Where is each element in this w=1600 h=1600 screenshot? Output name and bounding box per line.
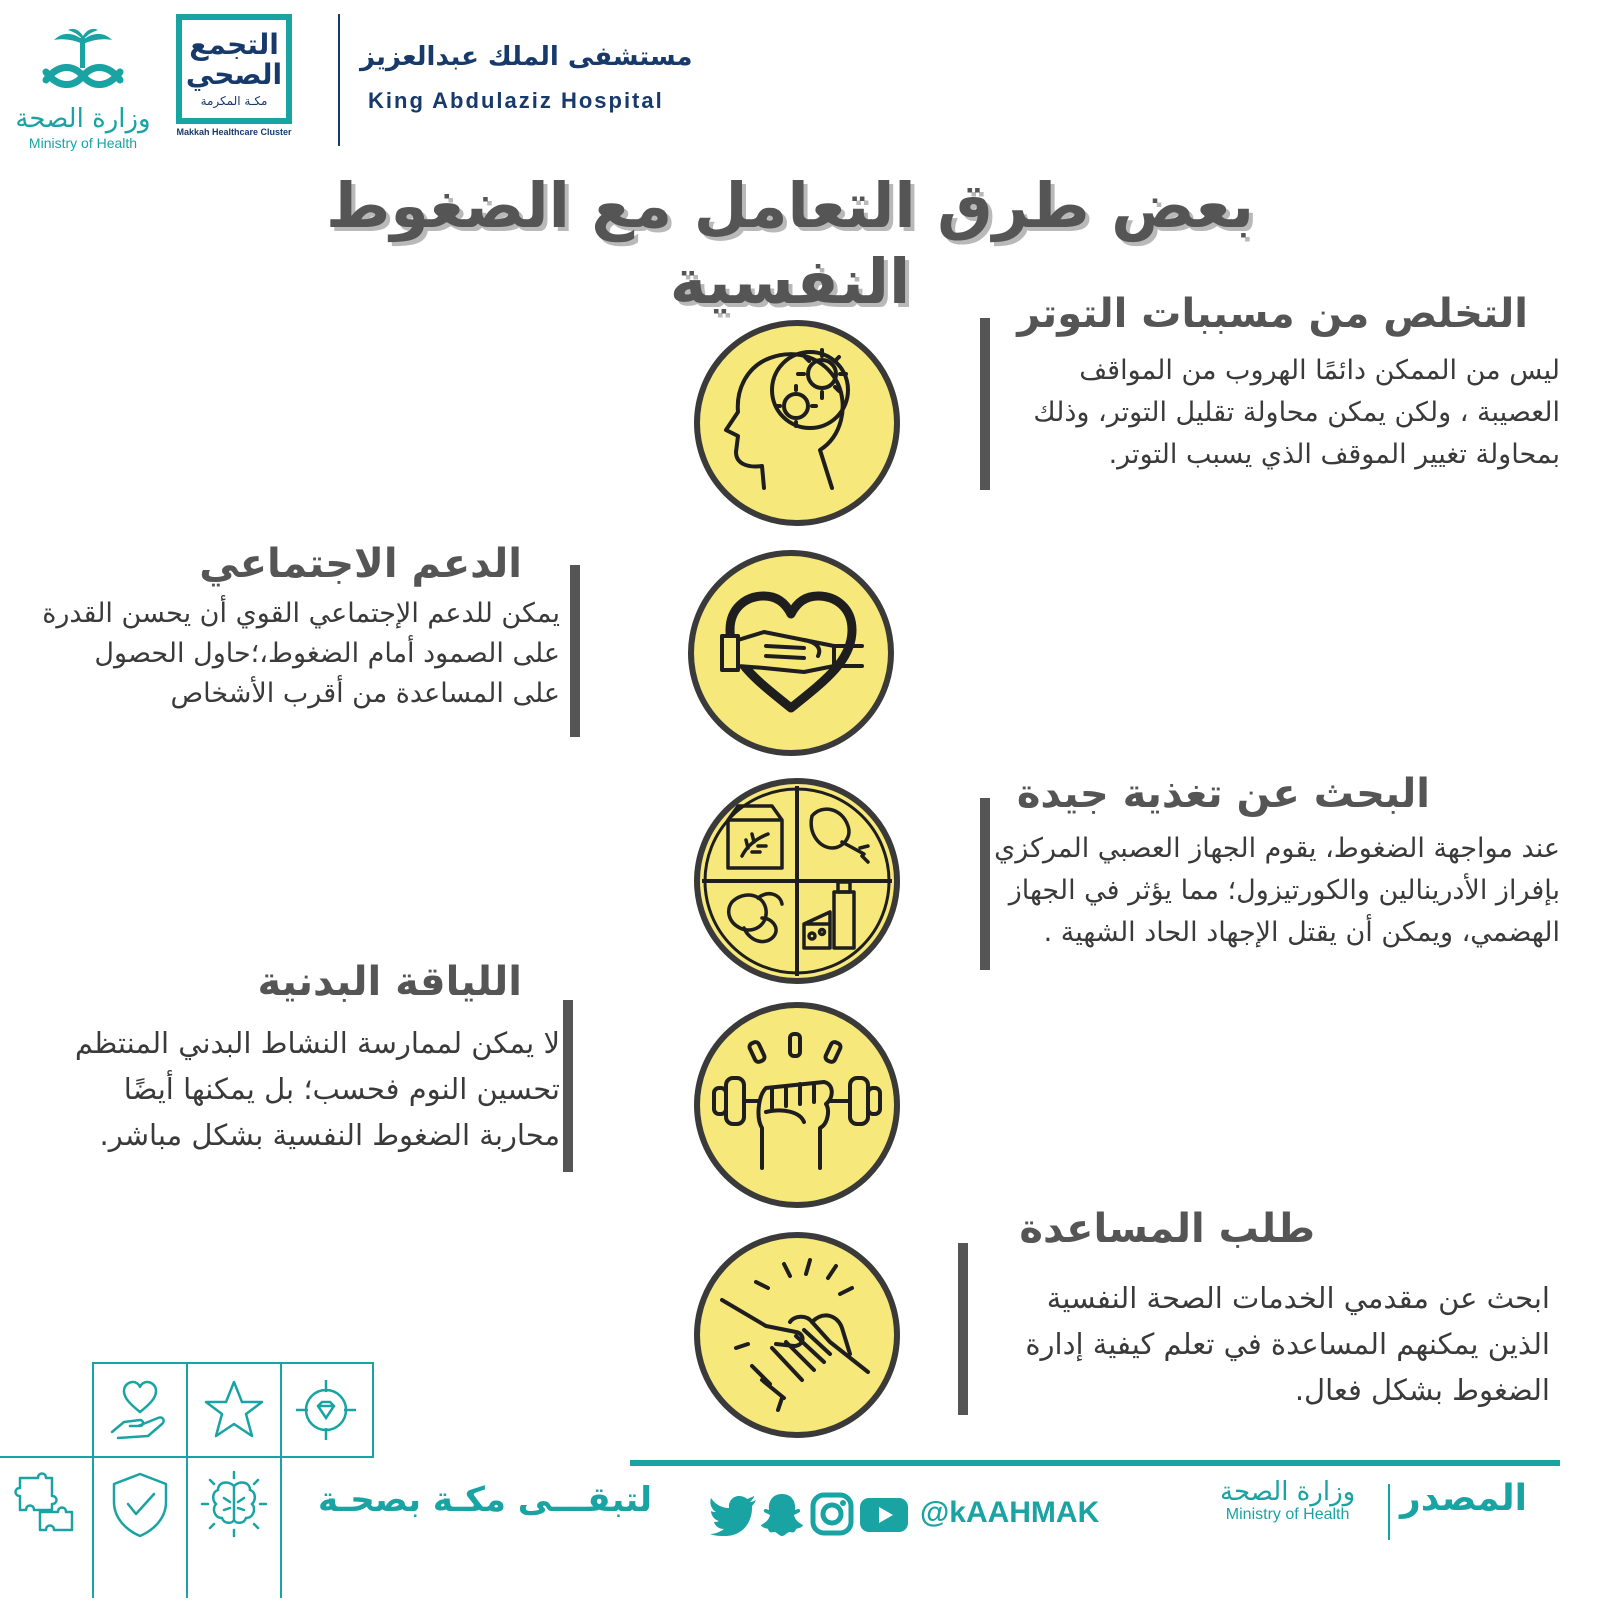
grid-line [372, 1362, 374, 1458]
section-bar [958, 1243, 968, 1415]
grid-line [280, 1362, 282, 1598]
grid-line [92, 1362, 374, 1364]
source-label: المصدر [1400, 1478, 1527, 1519]
source-moh-ar: وزارة الصحة [1220, 1477, 1356, 1507]
helping-hands-icon [692, 1230, 902, 1440]
heart-hand-icon [104, 1374, 176, 1446]
footer-divider [1388, 1484, 1390, 1540]
section-bar [570, 565, 580, 737]
section-body-fitness: لا يمكن لممارسة النشاط البدني المنتظم تحسين النوم فحسب؛ بل يمكنها أيضًا محاربة الضغوط النفسية بشكل مباشر. [74, 1026, 560, 1152]
cluster-line1: التجمع [189, 28, 279, 61]
moh-logo-en: Ministry of Health [28, 135, 138, 151]
section-title-social-support: الدعم الاجتماعي [199, 541, 522, 587]
cluster-en: Makkah Healthcare Cluster [176, 127, 292, 137]
snapchat-icon[interactable] [760, 1492, 804, 1538]
youtube-icon[interactable] [860, 1498, 908, 1532]
hospital-name-ar: مستشفى الملك عبدالعزيز [360, 42, 693, 72]
cluster-logo-box [176, 14, 292, 124]
section-title-nutrition: البحث عن تغذية جيدة [1016, 771, 1430, 817]
grid-line [92, 1362, 94, 1598]
cluster-logo [176, 14, 304, 154]
header-divider [338, 14, 340, 146]
section-bar [563, 1000, 573, 1172]
section-body-nutrition: عند مواجهة الضغوط، يقوم الجهاز العصبي المركزي بإفراز الأدرينالين والكورتيزول؛ مما يؤثر في الجهاز الهضمي، ويمكن أن يقتل الإجهاد الحاد الشهية . [994, 833, 1560, 948]
source-moh-en: Ministry of Health [1225, 1506, 1350, 1523]
instagram-icon[interactable] [810, 1492, 854, 1536]
grid-line [186, 1362, 188, 1598]
target-diamond-icon [290, 1374, 362, 1446]
source-moh-logo [1220, 1478, 1355, 1524]
section-body-seek-help: ابحث عن مقدمي الخدمات الصحة النفسية الذين يمكنهم المساعدة في تعلم كيفية إدارة الضغوط بشكل فعال. [1025, 1281, 1550, 1407]
palm-swords-icon [28, 28, 138, 98]
brain-icon [198, 1468, 270, 1540]
star-icon [198, 1374, 270, 1446]
heart-handshake-icon [686, 548, 896, 758]
cluster-city: مكـة المكرمة [200, 94, 268, 108]
head-gears-icon [692, 318, 902, 528]
section-body-stress-causes: ليس من الممكن دائمًا الهروب من المواقف العصيبة ، ولكن يمكن محاولة تقليل التوتر، وذلك بمحاولة تغيير الموقف الذي يسبب التوتر. [1033, 355, 1560, 470]
dumbbell-fist-icon [692, 1000, 902, 1210]
section-bar [980, 318, 990, 490]
section-bar [980, 798, 990, 970]
hospital-name-en: King Abdulaziz Hospital [368, 88, 664, 113]
moh-logo [8, 28, 158, 153]
section-title-stress-causes: التخلص من مسببات التوتر [1017, 291, 1528, 337]
shield-check-icon [104, 1468, 176, 1540]
cluster-line2: الصحي [185, 58, 283, 91]
page-title: بعض طرق التعامل مع الضغوط النفسية [325, 169, 1255, 318]
slogan: لتبقـــى مكـة بصحـة [318, 1480, 653, 1520]
section-title-seek-help: طلب المساعدة [1019, 1206, 1315, 1252]
social-handle[interactable]: @kAAHMAK [920, 1496, 1100, 1529]
food-plate-icon [692, 776, 902, 986]
puzzle-icon [10, 1468, 82, 1540]
section-title-fitness: اللياقة البدنية [257, 959, 522, 1005]
moh-logo-ar: وزارة الصحة [15, 104, 151, 134]
footer-line [630, 1460, 1560, 1466]
twitter-icon[interactable] [710, 1494, 758, 1536]
social-icons [710, 1492, 910, 1540]
section-body-social-support: يمكن للدعم الإجتماعي القوي أن يحسن القدرة على الصمود أمام الضغوط،؛حاول الحصول على المساعدة من أقرب الأشخاص [42, 598, 560, 709]
